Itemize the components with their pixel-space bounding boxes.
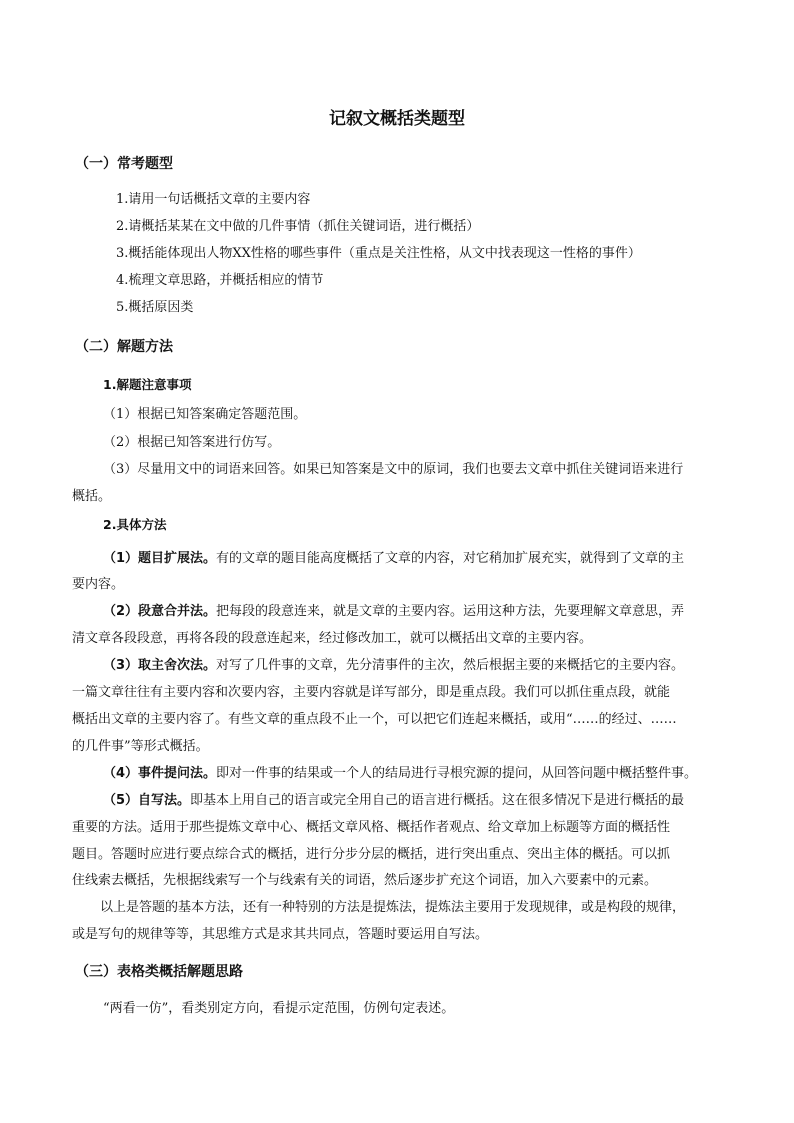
method-text: 对写了几件事的文章，先分清事件的主次，然后根据主要的来概括它的主要内容。 [216,658,685,673]
paragraph: “两看一仿”，看类别定方向，看提示定范围，仿例句定表述。 [103,1001,455,1016]
method-5-line [103,792,684,810]
page-title: 记叙文概括类题型 [329,109,465,129]
method-3-line [103,657,684,675]
paragraph: 住线索去概括，先根据线索写一个与线索有关的词语，然后逐步扩充这个词语，加入六要素中的元素。 [72,873,658,888]
paragraph: 要内容。 [72,577,125,592]
paragraph: 以上是答题的基本方法，还有一种特别的方法是提炼法，提炼法主要用于发现规律，或是构段的规律， [100,900,686,915]
section-heading-3: （三）表格类概括解题思路 [75,964,243,980]
paragraph: 题目。答题时应进行要点综合式的概括，进行分步分层的概括，进行突出重点、突出主体的概括。可以抓 [72,847,671,862]
list-item: 4.梳理文章思路，并概括相应的情节 [116,273,324,288]
paragraph: 的几件事”等形式概括。 [72,739,209,754]
section-heading-2: （二）解题方法 [75,339,173,355]
method-text: 把每段的段意连来，就是文章的主要内容。运用这种方法，先要理解文章意思，弄 [216,604,685,619]
method-label: （4）事件提问法。 [103,766,217,781]
method-label: （1）题目扩展法。 [103,551,217,566]
method-label: （2）段意合并法。 [103,604,217,619]
method-1-line [103,550,684,568]
paragraph: 一篇文章往往有主要内容和次要内容，主要内容就是详写部分，即是重点段。我们可以抓住重点段，就能 [72,685,671,700]
subsection-heading-2: 2.具体方法 [103,517,167,532]
section-heading-1: （一）常考题型 [75,156,173,172]
subsection-heading-1: 1.解题注意事项 [103,377,192,392]
method-4-line [103,765,697,783]
method-label: （5）自写法。 [103,793,191,808]
list-item: 1.请用一句话概括文章的主要内容 [116,192,311,207]
method-label: （3）取主舍次法。 [103,658,217,673]
list-item: 3.概括能体现出人物XX性格的哪些事件（重点是关注性格，从文中找表现这一性格的事件） [116,246,641,261]
list-item: 2.请概括某某在文中做的几件事情（抓住关键词语，进行概括） [116,219,480,234]
paragraph: （2）根据已知答案进行仿写。 [103,435,281,450]
paragraph: （1）根据已知答案确定答题范围。 [103,407,307,422]
paragraph: （3）尽量用文中的词语来回答。如果已知答案是文中的原词，我们也要去文章中抓住关键词语来进行 [103,462,684,477]
list-item: 5.概括原因类 [116,300,194,315]
paragraph: 概括出文章的主要内容了。有些文章的重点段不止一个，可以把它们连起来概括，或用“……的经过、…… [72,712,677,727]
method-text: 有的文章的题目能高度概括了文章的内容，对它稍加扩展充实，就得到了文章的主 [216,551,685,566]
paragraph: 重要的方法。适用于那些提炼文章中心、概括文章风格、概括作者观点、给文章加上标题等方面的概括性 [72,820,671,835]
paragraph: 概括。 [72,489,112,504]
paragraph: 清文章各段段意，再将各段的段意连起来，经过修改加工，就可以概括出文章的主要内容。 [72,631,593,646]
method-text: 即基本上用自己的语言或完全用自己的语言进行概括。这在很多情况下是进行概括的最 [190,793,685,808]
paragraph: 或是写句的规律等等，其思维方式是求其共同点，答题时要运用自写法。 [72,927,489,942]
method-2-line [103,603,684,621]
method-text: 即对一件事的结果或一个人的结局进行寻根究源的提问，从回答问题中概括整件事。 [216,766,698,781]
